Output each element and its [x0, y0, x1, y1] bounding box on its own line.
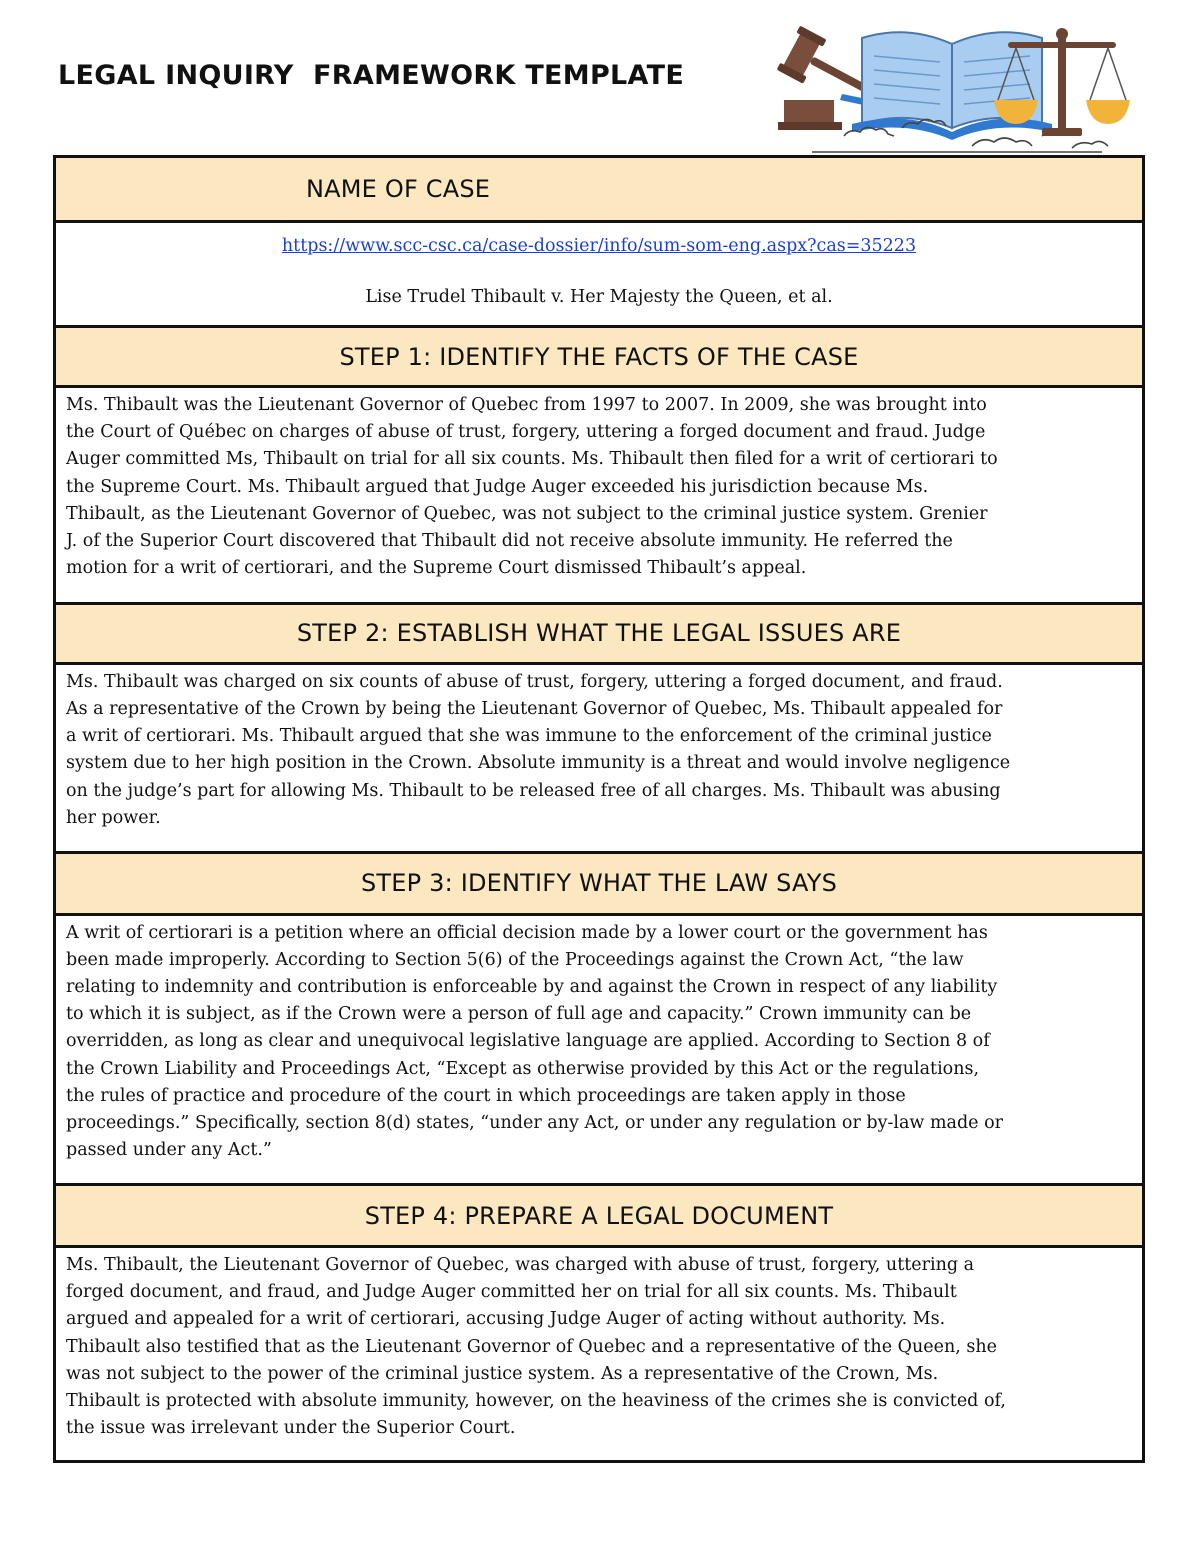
text-line: Thibault is protected with absolute immunity, however, on the heaviness of the crimes she is convicted of, [66, 1391, 1006, 1412]
step-3-body [56, 916, 1142, 1187]
text-line: argued and appealed for a writ of certiorari, accusing Judge Auger of acting without authority. Ms. [66, 1309, 946, 1330]
case-link[interactable]: https://www.scc-csc.ca/case-dossier/info/sum-som-eng.aspx?cas=35223 [281, 235, 917, 256]
step-1-heading: STEP 1: IDENTIFY THE FACTS OF THE CASE [56, 328, 1142, 388]
text-line: been made improperly. According to Section 5(6) of the Proceedings against the Crown Act, “the law [66, 949, 964, 970]
text-line: proceedings.” Specifically, section 8(d) states, “under any Act, or under any regulation or by-law made or [66, 1112, 1003, 1133]
text-line: Ms. Thibault, the Lieutenant Governor of Quebec, was charged with abuse of trust, forgery, uttering a [66, 1255, 975, 1276]
text-line: the Crown Liability and Proceedings Act, “Except as otherwise provided by this Act or the regulations, [66, 1058, 980, 1079]
text-line: Auger committed Ms, Thibault on trial for all six counts. Ms. Thibault then filed for a writ of certiorari to [66, 449, 998, 470]
text-line: Thibault also testified that as the Lieutenant Governor of Quebec and a representative of the Queen, she [66, 1336, 997, 1357]
text-line: Thibault, as the Lieutenant Governor of Quebec, was not subject to the criminal justice system. Grenier [66, 503, 988, 524]
text-line: motion for a writ of certiorari, and the Supreme Court dismissed Thibault’s appeal. [66, 558, 807, 579]
step-2-heading: STEP 2: ESTABLISH WHAT THE LEGAL ISSUES ARE [56, 605, 1142, 665]
text-line: forged document, and fraud, and Judge Auger committed her on trial for all six counts. Ms. Thibault [66, 1282, 957, 1303]
text-line: system due to her high position in the Crown. Absolute immunity is a threat and would involve negligence [66, 753, 1011, 774]
text-line: Ms. Thibault was charged on six counts of abuse of trust, forgery, uttering a forged document, and fraud. [66, 671, 1003, 692]
text-line: J. of the Superior Court discovered that Thibault did not receive absolute immunity. He referred the [66, 531, 953, 552]
text-line: her power. [66, 807, 161, 828]
text-line: As a representative of the Crown by being the Lieutenant Governor of Quebec, Ms. Thibault appealed for [66, 698, 1003, 719]
text-line: the rules of practice and procedure of the court in which proceedings are taken apply in those [66, 1085, 906, 1106]
text-line: Ms. Thibault was the Lieutenant Governor of Quebec from 1997 to 2007. In 2009, she was brought into [66, 395, 987, 415]
text-line: to which it is subject, as if the Crown were a person of full age and capacity.” Crown immunity can be [66, 1004, 972, 1025]
step-1-body [56, 388, 1142, 605]
text-line: the Supreme Court. Ms. Thibault argued that Judge Auger exceeded his jurisdiction because Ms. [66, 476, 929, 497]
step-4-body [56, 1248, 1142, 1460]
text-line: a writ of certiorari. Ms. Thibault argued that she was immune to the enforcement of the criminal justice [66, 726, 992, 747]
text-line: was not subject to the power of the criminal justice system. As a representative of the Crown, Ms. [66, 1363, 939, 1384]
text-line: the issue was irrelevant under the Superior Court. [66, 1418, 516, 1439]
step-2-body [56, 665, 1142, 854]
document-title: LEGAL INQUIRY FRAMEWORK TEMPLATE [58, 60, 685, 91]
text-line: A writ of certiorari is a petition where an official decision made by a lower court or the government has [66, 922, 988, 943]
legal-illustration [772, 24, 1152, 162]
framework-table [53, 155, 1145, 1463]
text-line: passed under any Act.” [66, 1140, 272, 1161]
text-line: on the judge’s part for allowing Ms. Thibault to be released free of all charges. Ms. Thibault was abusing [66, 780, 1001, 801]
name-of-case-heading: NAME OF CASE [56, 158, 1142, 223]
case-name: Lise Trudel Thibault v. Her Majesty the Queen, et al. [365, 286, 833, 307]
text-line: relating to indemnity and contribution is enforceable by and against the Crown in respect of any liability [66, 976, 998, 997]
text-line: overridden, as long as clear and unequivocal legislative language are applied. According to Section 8 of [66, 1031, 990, 1052]
name-of-case-section [56, 223, 1142, 329]
book-icon [852, 32, 1052, 140]
step-3-heading: STEP 3: IDENTIFY WHAT THE LAW SAYS [56, 854, 1142, 916]
step-4-heading: STEP 4: PREPARE A LEGAL DOCUMENT [56, 1186, 1142, 1248]
text-line: the Court of Québec on charges of abuse of trust, forgery, uttering a forged document and fraud. Judge [66, 422, 986, 443]
